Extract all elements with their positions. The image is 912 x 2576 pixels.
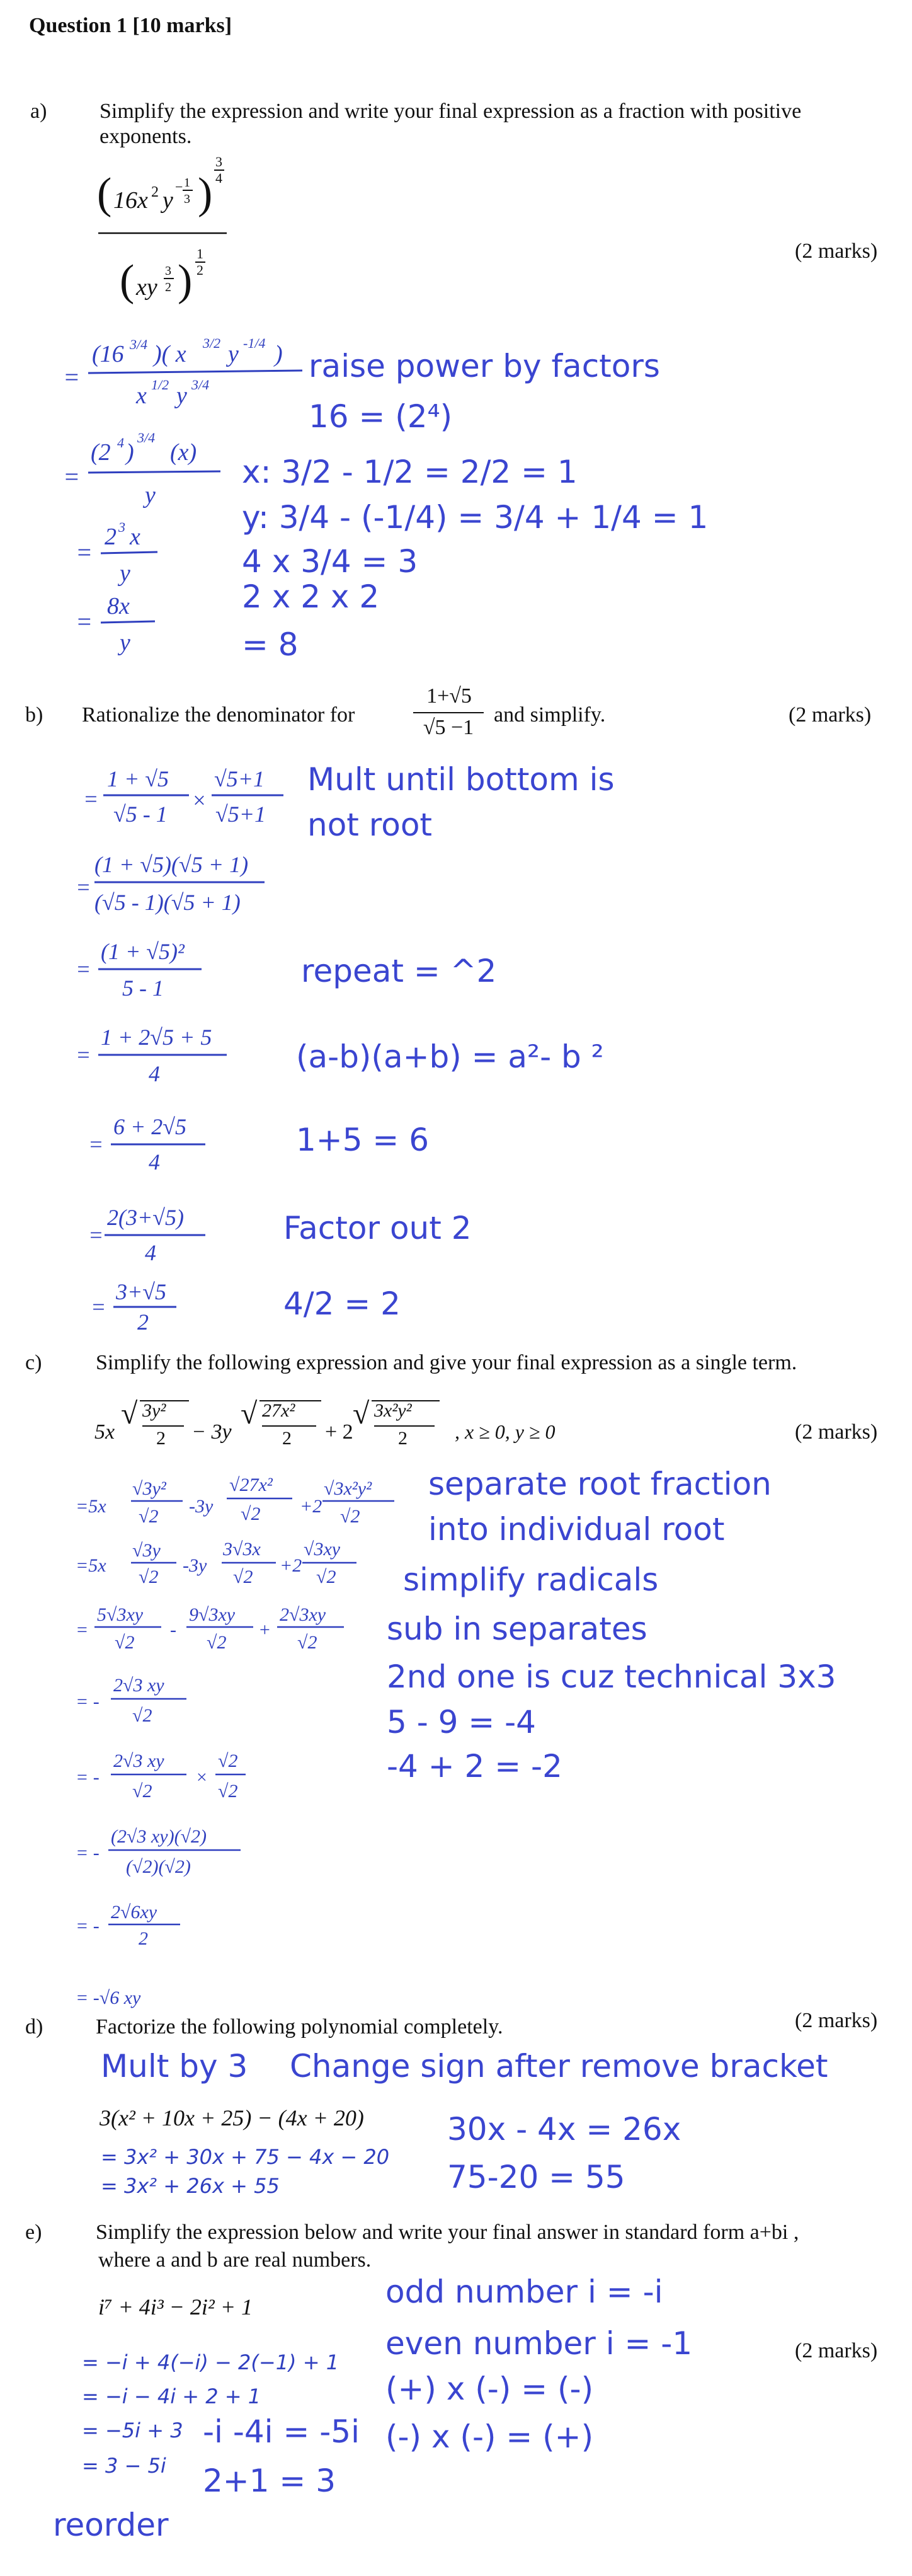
part-c-prompt: Simplify the following expression and give your final expression as a single term.	[96, 1351, 797, 1374]
svg-text:=: =	[76, 538, 93, 566]
svg-text:2: 2	[105, 524, 117, 550]
svg-text:3/2: 3/2	[203, 335, 221, 351]
part-c-radical-3: √	[353, 1397, 370, 1430]
part-a-note-5: 4 x 3/4 = 3	[242, 543, 418, 580]
part-c-den-1: 2	[156, 1428, 166, 1449]
part-a-note-2: 16 = (2⁴)	[309, 398, 453, 435]
svg-text:2: 2	[197, 262, 203, 278]
part-c-marks: (2 marks)	[795, 1420, 878, 1444]
svg-text:(x): (x)	[170, 439, 197, 466]
part-b-fraction-den: √5 −1	[423, 716, 474, 739]
part-b-note-5: 1+5 = 6	[296, 1122, 430, 1158]
svg-text:=: =	[91, 1294, 106, 1320]
svg-text:5 - 1: 5 - 1	[122, 975, 164, 1001]
svg-text:4: 4	[145, 1240, 156, 1265]
part-b-fraction-num: 1+√5	[426, 684, 472, 708]
svg-text:=: =	[76, 957, 91, 982]
svg-text:2√3 xy: 2√3 xy	[113, 1675, 164, 1696]
part-e-note-1: odd number i = -i	[385, 2274, 663, 2310]
svg-text:=5x: =5x	[76, 1555, 106, 1576]
svg-text:=: =	[63, 463, 80, 491]
svg-text:√2: √2	[139, 1567, 159, 1587]
part-d-expression: 3(x² + 10x + 25) − (4x + 20)	[100, 2105, 364, 2130]
svg-text:x: x	[130, 524, 140, 550]
svg-text:4: 4	[215, 170, 222, 186]
part-c-term1-num: 3y²	[142, 1400, 166, 1421]
part-e-label: e)	[25, 2221, 42, 2244]
part-a-prompt-line1: Simplify the expression and write your final expression as a fraction with positive	[100, 100, 802, 123]
part-d-note-4: 75-20 = 55	[447, 2159, 625, 2195]
part-e-note-2: even number i = -1	[385, 2325, 693, 2362]
svg-text:+2: +2	[300, 1496, 322, 1517]
part-c-den-2: 2	[282, 1428, 292, 1449]
part-e-marks: (2 marks)	[795, 2339, 878, 2362]
part-c-term1-coef: 5x	[94, 1420, 115, 1444]
part-c-note-1: separate root fraction	[428, 1466, 772, 1502]
svg-text:= -: = -	[76, 1691, 100, 1712]
part-c-note-6: 5 - 9 = -4	[387, 1704, 536, 1740]
svg-text:(: (	[120, 256, 135, 305]
svg-text:y: y	[145, 482, 156, 509]
part-a-marks: (2 marks)	[795, 239, 878, 263]
svg-text:2: 2	[151, 184, 159, 200]
svg-text:√2: √2	[132, 1705, 152, 1726]
svg-text:=: =	[88, 1222, 104, 1248]
svg-text:1: 1	[184, 176, 190, 190]
part-c-term2-coef: − 3y	[191, 1420, 232, 1444]
svg-text:(16: (16	[92, 341, 124, 367]
part-b-marks: (2 marks)	[789, 703, 872, 727]
svg-text:=: =	[76, 1619, 89, 1640]
svg-text:(√2)(√2): (√2)(√2)	[126, 1856, 191, 1877]
svg-text:=: =	[88, 1132, 104, 1157]
part-e-work-2: = −i − 4i + 2 + 1	[82, 2384, 261, 2408]
part-b-note-3: repeat = ^2	[301, 953, 497, 989]
svg-text:8x: 8x	[107, 593, 130, 619]
svg-text:√2: √2	[218, 1751, 238, 1771]
svg-text:√2: √2	[297, 1632, 317, 1653]
part-e-work-4: = 3 − 5i	[82, 2454, 166, 2478]
part-c-note-2: into individual root	[428, 1511, 725, 1548]
svg-text:×: ×	[195, 1767, 208, 1788]
svg-text:-: -	[170, 1619, 176, 1640]
svg-text:√27x²: √27x²	[229, 1475, 273, 1495]
svg-text:2(3+√5): 2(3+√5)	[107, 1205, 185, 1230]
svg-text:=: =	[76, 875, 91, 900]
part-c-term3-num: 3x²y²	[374, 1400, 412, 1421]
svg-text:(2: (2	[91, 439, 111, 466]
part-c-frac-bar-2	[262, 1425, 316, 1427]
svg-text:1 + √5: 1 + √5	[107, 766, 169, 791]
part-e-prompt-line2: where a and b are real numbers.	[98, 2248, 372, 2272]
svg-text:√2: √2	[218, 1781, 238, 1802]
part-e-work-3: = −5i + 3	[82, 2418, 183, 2442]
part-c-radical-1: √	[121, 1397, 138, 1430]
svg-text:√2: √2	[340, 1506, 360, 1527]
svg-text:√5 - 1: √5 - 1	[113, 802, 168, 827]
svg-text:1/2: 1/2	[151, 377, 169, 393]
part-c-label: c)	[25, 1351, 42, 1374]
part-d-note-2: Change sign after remove bracket	[290, 2048, 828, 2084]
svg-text:2√3 xy: 2√3 xy	[113, 1751, 164, 1771]
svg-text:=: =	[83, 786, 99, 812]
svg-text:3/4: 3/4	[191, 377, 210, 393]
svg-text:√3y²: √3y²	[132, 1478, 166, 1499]
part-c-note-5: 2nd one is cuz technical 3x3	[387, 1659, 836, 1695]
svg-text:=: =	[76, 607, 93, 636]
part-e-prompt-line1: Simplify the expression below and write your final answer in standard form a+bi ,	[96, 2221, 799, 2244]
part-d-work-1: = 3x² + 30x + 75 − 4x − 20	[101, 2145, 390, 2169]
part-b-note-2: not root	[307, 807, 433, 843]
part-c-den-3: 2	[398, 1428, 408, 1449]
svg-text:√2: √2	[139, 1506, 159, 1527]
svg-text:=: =	[76, 1042, 91, 1067]
svg-text:(2√3 xy)(√2): (2√3 xy)(√2)	[111, 1826, 207, 1847]
svg-text:2√3xy: 2√3xy	[280, 1604, 326, 1625]
svg-text:= -: = -	[76, 1767, 100, 1788]
svg-text:√2: √2	[241, 1504, 261, 1524]
svg-text:×: ×	[191, 788, 207, 813]
part-d-note-3: 30x - 4x = 26x	[447, 2111, 681, 2148]
part-d-prompt: Factorize the following polynomial completely.	[96, 2015, 503, 2038]
svg-text:+2: +2	[280, 1555, 302, 1576]
svg-text:): )	[198, 170, 213, 218]
part-c-radical-2: √	[241, 1397, 258, 1430]
svg-text:3√3x: 3√3x	[223, 1539, 261, 1560]
svg-text:√3y: √3y	[132, 1540, 161, 1561]
part-e-work-1: = −i + 4(−i) − 2(−1) + 1	[82, 2350, 339, 2374]
svg-text:(1 + √5)²: (1 + √5)²	[101, 939, 185, 964]
svg-text:1 + 2√5 + 5: 1 + 2√5 + 5	[101, 1025, 212, 1050]
svg-text:y: y	[120, 630, 130, 656]
svg-text:9√3xy: 9√3xy	[189, 1604, 236, 1625]
part-a-label: a)	[30, 100, 47, 123]
svg-text:√5+1: √5+1	[215, 802, 266, 827]
svg-text:2: 2	[137, 1309, 149, 1335]
svg-text:): )	[275, 341, 283, 367]
svg-text:5√3xy: 5√3xy	[97, 1604, 144, 1625]
part-b-note-4: (a-b)(a+b) = a²- b ²	[296, 1038, 604, 1075]
svg-text:y: y	[120, 560, 130, 587]
svg-text:√2: √2	[207, 1632, 227, 1653]
svg-text:y: y	[162, 187, 173, 214]
svg-text:)( x: )( x	[154, 341, 186, 367]
part-c-frac-bar-1	[142, 1425, 184, 1427]
svg-text:(: (	[97, 170, 112, 218]
part-a-expression	[94, 145, 246, 334]
svg-text:3/4: 3/4	[130, 336, 148, 352]
part-c-note-4: sub in separates	[387, 1611, 647, 1647]
svg-text:y: y	[176, 382, 187, 409]
part-a-prompt-line2: exponents.	[100, 125, 192, 148]
svg-text:√2: √2	[115, 1632, 135, 1653]
svg-text:-3y: -3y	[183, 1555, 207, 1576]
part-e-note-5: -i -4i = -5i	[203, 2413, 360, 2450]
svg-text:= -: = -	[76, 1916, 100, 1936]
svg-text:xy: xy	[136, 274, 157, 301]
svg-text:3/4: 3/4	[137, 430, 156, 446]
part-c-term2-num: 27x²	[262, 1400, 295, 1421]
part-e-note-6: 2+1 = 3	[203, 2463, 336, 2499]
svg-text:+: +	[258, 1619, 271, 1640]
svg-text:y: y	[228, 341, 239, 367]
svg-text:4: 4	[117, 435, 124, 451]
svg-text:(√5 - 1)(√5 + 1): (√5 - 1)(√5 + 1)	[94, 890, 241, 915]
part-a-note-6: 2 x 2 x 2	[242, 578, 380, 615]
svg-text:√3xy: √3xy	[304, 1539, 341, 1560]
svg-text:−: −	[175, 179, 183, 195]
part-d-work-2: = 3x² + 26x + 55	[101, 2174, 280, 2198]
part-a-note-4: y: 3/4 - (-1/4) = 3/4 + 1/4 = 1	[242, 499, 709, 536]
svg-text:= -√6 xy: = -√6 xy	[76, 1987, 141, 2008]
part-d-note-1: Mult by 3	[101, 2048, 248, 2084]
part-c-conditions: , x ≥ 0, y ≥ 0	[455, 1420, 556, 1443]
svg-text:16x: 16x	[113, 187, 148, 214]
svg-text:2: 2	[165, 280, 171, 294]
svg-text:√2: √2	[233, 1567, 253, 1587]
part-b-note-7: 4/2 = 2	[283, 1285, 401, 1322]
svg-text:√2: √2	[316, 1567, 336, 1587]
svg-text:3: 3	[118, 519, 125, 535]
part-c-note-7: -4 + 2 = -2	[387, 1748, 562, 1785]
svg-text:3: 3	[215, 154, 222, 170]
part-a-note-3: x: 3/2 - 1/2 = 2/2 = 1	[242, 454, 578, 490]
svg-text:√2: √2	[132, 1781, 152, 1802]
part-e-expression: i⁷ + 4i³ − 2i² + 1	[98, 2294, 253, 2320]
part-a-expression-num	[0, 0, 1, 1]
svg-text:= -: = -	[76, 1843, 100, 1863]
part-e-note-3: (+) x (-) = (-)	[385, 2371, 594, 2407]
part-c-term3-coef: + 2	[325, 1420, 353, 1444]
part-c-frac-bar-3	[374, 1425, 435, 1427]
svg-text:(1 + √5)(√5 + 1): (1 + √5)(√5 + 1)	[94, 852, 249, 877]
part-d-marks: (2 marks)	[795, 2009, 878, 2032]
svg-text:2: 2	[139, 1928, 148, 1949]
part-c-note-3: simplify radicals	[403, 1561, 659, 1598]
svg-text:-1/4: -1/4	[243, 335, 266, 351]
part-e-note-7: reorder	[53, 2507, 169, 2543]
part-b-prompt-pre: Rationalize the denominator for	[82, 703, 355, 727]
svg-text:√3x²y²: √3x²y²	[324, 1478, 372, 1499]
svg-text:3+√5: 3+√5	[116, 1279, 167, 1304]
svg-text:√5+1: √5+1	[214, 766, 265, 791]
svg-text:x: x	[136, 382, 147, 409]
part-b-fraction-bar	[413, 712, 484, 713]
svg-text:1: 1	[197, 246, 203, 262]
part-e-note-4: (-) x (-) = (+)	[385, 2418, 594, 2455]
part-c-work	[76, 1462, 403, 2016]
part-a-note-1: raise power by factors	[309, 348, 660, 384]
svg-text:2√6xy: 2√6xy	[111, 1902, 157, 1923]
svg-text:): )	[126, 439, 134, 466]
part-b-label: b)	[25, 703, 43, 727]
svg-text:3: 3	[165, 264, 171, 278]
svg-text:4: 4	[149, 1149, 160, 1175]
part-b-prompt-post: and simplify.	[494, 703, 606, 727]
part-d-label: d)	[25, 2015, 43, 2038]
part-b-note-1: Mult until bottom is	[307, 761, 615, 798]
part-b-note-6: Factor out 2	[283, 1210, 472, 1246]
svg-text:=5x: =5x	[76, 1496, 106, 1517]
part-a-note-7: = 8	[242, 626, 299, 663]
svg-text:=: =	[63, 363, 80, 391]
svg-text:3: 3	[184, 192, 190, 206]
svg-text:4: 4	[149, 1061, 160, 1086]
svg-text:6 + 2√5: 6 + 2√5	[113, 1114, 187, 1139]
svg-text:-3y: -3y	[189, 1496, 214, 1517]
svg-text:): )	[178, 256, 193, 305]
question-title: Question 1 [10 marks]	[29, 14, 232, 37]
